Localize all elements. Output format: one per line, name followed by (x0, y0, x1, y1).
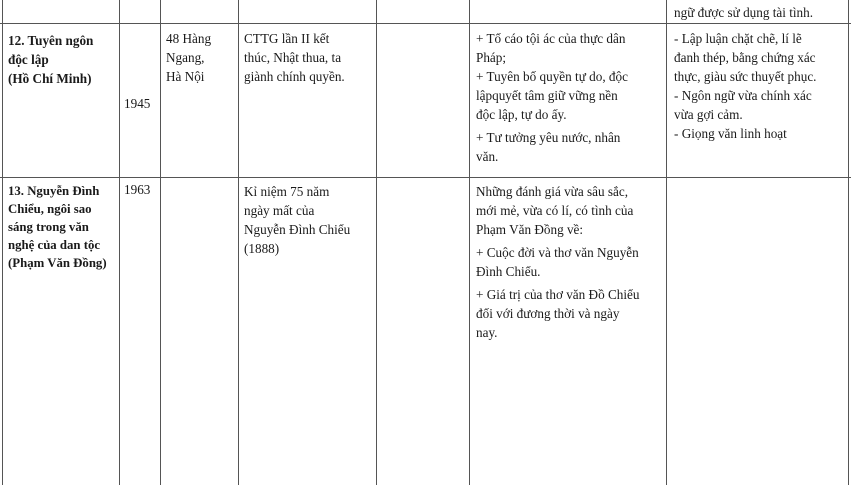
year-cell (124, 94, 150, 113)
content-line: độc lập, tự do ấy. (476, 107, 567, 122)
work-title-cell (8, 31, 93, 88)
content-line: đối với đương thời và ngày (476, 306, 620, 321)
content-cell (476, 182, 639, 342)
content-line: Những đánh giá vừa sâu sắc, (476, 184, 628, 199)
year-cell (124, 180, 150, 199)
art-line: đanh thép, bằng chứng xác (674, 50, 816, 65)
work-title-line: 13. Nguyễn Đình (8, 184, 100, 198)
features-cell-top (674, 3, 813, 22)
col-divider (2, 0, 3, 485)
col-divider (238, 0, 239, 485)
work-title-line: sáng trong văn (8, 220, 89, 234)
place-line: Ngang, (166, 50, 205, 65)
year-text: 1945 (124, 96, 151, 111)
row-divider (0, 23, 851, 24)
circumstance-line: Kỉ niệm 75 năm (244, 184, 330, 199)
content-line: Pháp; (476, 50, 507, 65)
art-line: - Ngôn ngữ vừa chính xác (674, 88, 812, 103)
circumstance-line: Nguyễn Đình Chiểu (244, 222, 351, 237)
content-cell (476, 29, 628, 166)
col-divider (469, 0, 470, 485)
content-line: Đình Chiểu. (476, 264, 541, 279)
work-title-line: độc lập (8, 52, 49, 67)
col-divider (376, 0, 377, 485)
place-cell (166, 29, 211, 86)
content-line: + Cuộc đời và thơ văn Nguyễn (476, 245, 639, 260)
content-line: nay. (476, 325, 498, 340)
col-divider (666, 0, 667, 485)
art-line: vừa gợi cảm. (674, 107, 743, 122)
col-divider (119, 0, 120, 485)
col-divider (160, 0, 161, 485)
content-line: văn. (476, 149, 499, 164)
work-title-line: (Phạm Văn Đồng) (8, 256, 107, 270)
place-line: 48 Hàng (166, 31, 212, 46)
work-title-line: nghệ của dan tộc (8, 238, 101, 252)
work-title-line: 12. Tuyên ngôn (8, 33, 94, 48)
circumstance-line: ngày mất của (244, 203, 315, 218)
circumstance-line: thúc, Nhật thua, ta (244, 50, 342, 65)
content-line: mới mẻ, vừa có lí, có tình của (476, 203, 634, 218)
circumstance-line: CTTG lần II kết (244, 31, 330, 46)
content-line: + Tuyên bố quyền tự do, độc (476, 69, 628, 84)
work-title-line: (Hồ Chí Minh) (8, 71, 92, 86)
content-line: Phạm Văn Đồng về: (476, 222, 584, 237)
art-line: - Lập luận chặt chẽ, lí lẽ (674, 31, 802, 46)
work-title-line: Chiểu, ngôi sao (8, 202, 92, 216)
circumstance-line: giành chính quyền. (244, 69, 345, 84)
col-divider (848, 0, 849, 485)
circumstance-cell (244, 182, 350, 258)
content-line: + Tố cáo tội ác của thực dân (476, 31, 626, 46)
art-line: - Giọng văn linh hoạt (674, 126, 787, 141)
content-line: + Tư tưởng yêu nước, nhân (476, 130, 621, 145)
place-line: Hà Nội (166, 69, 205, 84)
row-divider (0, 177, 851, 178)
work-title-cell (8, 182, 107, 272)
year-text: 1963 (124, 182, 151, 197)
art-line: thực, giàu sức thuyết phục. (674, 69, 817, 84)
content-line: lậpquyết tâm giữ vững nền (476, 88, 618, 103)
circumstance-line: (1888) (244, 241, 280, 256)
circumstance-cell (244, 29, 345, 86)
content-line: + Giá trị của thơ văn Đồ Chiểu (476, 287, 640, 302)
features-text: ngữ được sử dụng tài tình. (674, 5, 814, 20)
art-cell (674, 29, 816, 143)
